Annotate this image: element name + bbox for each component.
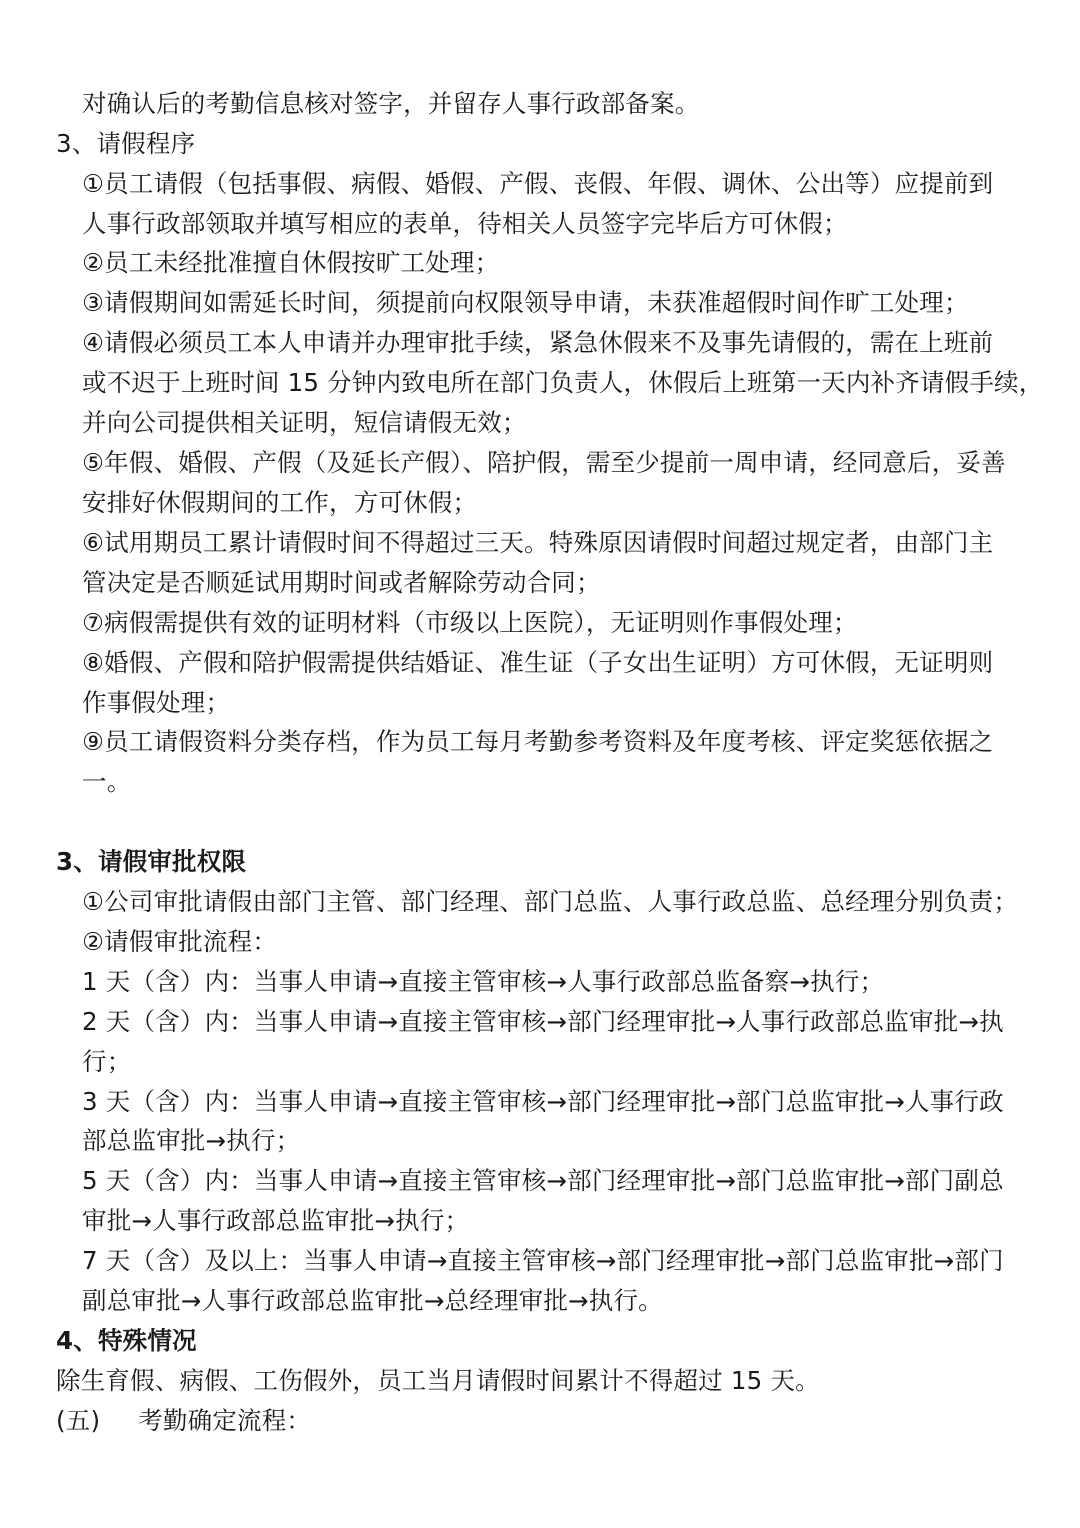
list-item: ⑥试用期员工累计请假时间不得超过三天。特殊原因请假时间超过规定者，由部门主 — [82, 528, 994, 557]
approval-flow-line: 2 天（含）内：当事人申请→直接主管审核→部门经理审批→人事行政部总监审批→执 — [82, 1007, 1004, 1036]
list-item: ④请假必须员工本人申请并办理审批手续，紧急休假来不及事先请假的，需在上班前 — [82, 328, 994, 357]
subsection-heading — [56, 1401, 311, 1441]
paragraph-line: 副总审批→人事行政部总监审批→总经理审批→执行。 — [82, 1286, 663, 1315]
list-item: ①员工请假（包括事假、病假、婚假、产假、丧假、年假、调休、公出等）应提前到 — [82, 169, 994, 198]
list-item: ②员工未经批准擅自休假按旷工处理； — [82, 248, 500, 277]
list-item: ⑤年假、婚假、产假（及延长产假）、陪护假，需至少提前一周申请，经同意后，妥善 — [82, 448, 1006, 477]
paragraph-line: 审批→人事行政部总监审批→执行； — [82, 1206, 470, 1235]
list-item: ⑦病假需提供有效的证明材料（市级以上医院），无证明则作事假处理； — [82, 608, 858, 637]
list-item: ②请假审批流程： — [82, 927, 278, 956]
paragraph-line: 或不迟于上班时间 15 分钟内致电所在部门负责人，休假后上班第一天内补齐请假手续， — [82, 368, 1044, 397]
paragraph-line: 并向公司提供相关证明，短信请假无效； — [82, 408, 527, 437]
paragraph-line: 管决定是否顺延试用期时间或者解除劳动合同； — [82, 568, 601, 597]
list-item: ⑨员工请假资料分类存档，作为员工每月考勤参考资料及年度考核、评定奖惩依据之 — [82, 727, 994, 756]
approval-flow-line: 3 天（含）内：当事人申请→直接主管审核→部门经理审批→部门总监审批→人事行政 — [82, 1087, 1004, 1116]
paragraph-line: 一。 — [82, 767, 132, 796]
section-heading: 4、特殊情况 — [56, 1326, 197, 1355]
paragraph-line: 部总监审批→执行； — [82, 1126, 301, 1155]
paragraph-line: 人事行政部领取并填写相应的表单，待相关人员签字完毕后方可休假； — [82, 209, 848, 238]
approval-flow-line: 1 天（含）内：当事人申请→直接主管审核→人事行政部总监备察→执行； — [82, 967, 885, 996]
section-heading: 3、请假程序 — [56, 129, 196, 158]
subsection-number: (五) — [56, 1406, 101, 1435]
paragraph-line: 行； — [82, 1047, 132, 1076]
paragraph-line: 安排好休假期间的工作，方可休假； — [82, 488, 478, 517]
subsection-title: 考勤确定流程： — [138, 1406, 312, 1435]
approval-flow-line: 7 天（含）及以上：当事人申请→直接主管审核→部门经理审批→部门总监审批→部门 — [82, 1246, 1004, 1275]
paragraph-line: 除生育假、病假、工伤假外，员工当月请假时间累计不得超过 15 天。 — [56, 1366, 820, 1395]
section-heading: 3、请假审批权限 — [56, 847, 247, 876]
list-item: ③请假期间如需延长时间，须提前向权限领导申请，未获准超假时间作旷工处理； — [82, 288, 969, 317]
paragraph-line: 对确认后的考勤信息核对签字，并留存人事行政部备案。 — [82, 89, 700, 118]
list-item: ⑧婚假、产假和陪护假需提供结婚证、准生证（子女出生证明）方可休假，无证明则 — [82, 648, 994, 677]
paragraph-line: 作事假处理； — [82, 688, 231, 717]
approval-flow-line: 5 天（含）内：当事人申请→直接主管审核→部门经理审批→部门总监审批→部门副总 — [82, 1166, 1004, 1195]
list-item: ①公司审批请假由部门主管、部门经理、部门总监、人事行政总监、总经理分别负责； — [82, 887, 1019, 916]
